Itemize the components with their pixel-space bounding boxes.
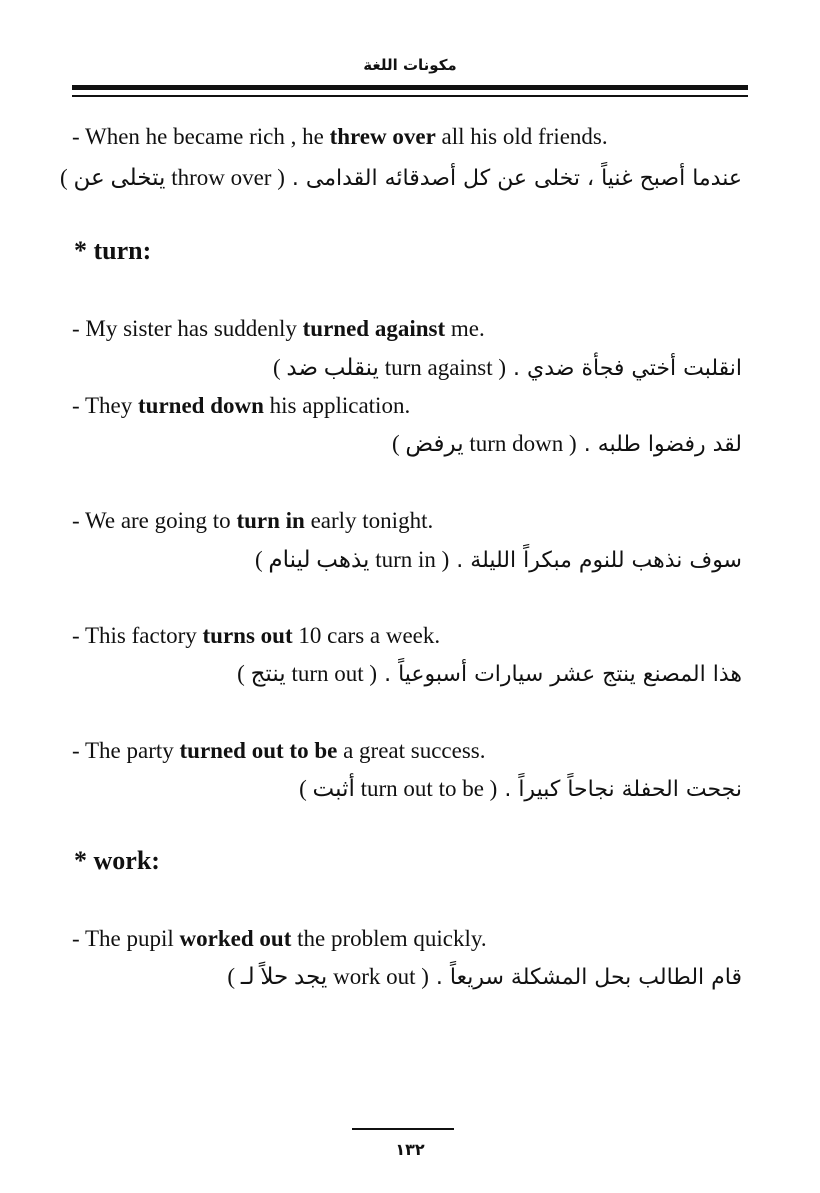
phrasal-verb: turns out (202, 623, 293, 648)
phrasal-verb: turned against (302, 316, 446, 341)
translation-work-out: قام الطالب بحل المشكلة سريعاً . ( work out يجد حلاً لـ ) (227, 964, 742, 990)
phrasal-verb: turn in (236, 508, 305, 533)
footer-rule (352, 1128, 454, 1130)
translation-turn-out-to-be: نجحت الحفلة نجاحاً كبيراً . ( turn out to be أثبت ) (299, 776, 742, 802)
phrasal-verb: turned out to be (179, 738, 338, 763)
translation-turn-in: سوف نذهب للنوم مبكراً الليلة . ( turn in يذهب لينام ) (254, 547, 742, 573)
phrasal-verb: turned down (138, 393, 264, 418)
header-rule-thin (72, 95, 748, 97)
translation-turn-down: لقد رفضوا طلبه . ( turn down يرفض ) (391, 431, 742, 457)
page-number: ١٣٢ (395, 1140, 425, 1159)
gloss: ( work out يجد حلاً لـ ) (227, 964, 429, 989)
translation-throw-over: عندما أصبح غنياً ، تخلى عن كل أصدقائه القدامى . ( throw over يتخلى عن ) (60, 165, 742, 191)
gloss: ( turn against ينقلب ضد ) (272, 355, 507, 380)
phrasal-verb: worked out (179, 926, 292, 951)
example-sentence-turn-out: - This factory turns out 10 cars a week. (72, 623, 441, 648)
gloss: ( throw over يتخلى عن ) (60, 165, 285, 190)
section-heading-turn: * turn: (74, 236, 152, 265)
header-rule-thick (72, 85, 748, 90)
translation-turn-against: انقلبت أختي فجأة ضدي . ( turn against ينقلب ضد ) (272, 355, 742, 381)
example-sentence-throw-over: - When he became rich , he threw over all his old friends. (72, 124, 608, 149)
example-sentence-work-out: - The pupil worked out the problem quickly. (72, 926, 487, 951)
gloss: ( turn in يذهب لينام ) (254, 547, 450, 572)
phrasal-verb: threw over (329, 124, 436, 149)
translation-turn-out: هذا المصنع ينتج عشر سيارات أسبوعياً . ( turn out ينتج ) (237, 661, 742, 687)
example-sentence-turn-out-to-be: - The party turned out to be a great success. (72, 738, 486, 763)
gloss: ( turn down يرفض ) (391, 431, 577, 456)
example-sentence-turn-in: - We are going to turn in early tonight. (72, 508, 434, 533)
section-heading-work: * work: (74, 846, 160, 875)
gloss: ( turn out ينتج ) (237, 661, 378, 686)
example-sentence-turn-down: - They turned down his application. (72, 393, 411, 418)
gloss: ( turn out to be أثبت ) (299, 776, 498, 801)
page-header-title: مكونات اللغة (363, 56, 457, 74)
example-sentence-turn-against: - My sister has suddenly turned against me. (72, 316, 485, 341)
